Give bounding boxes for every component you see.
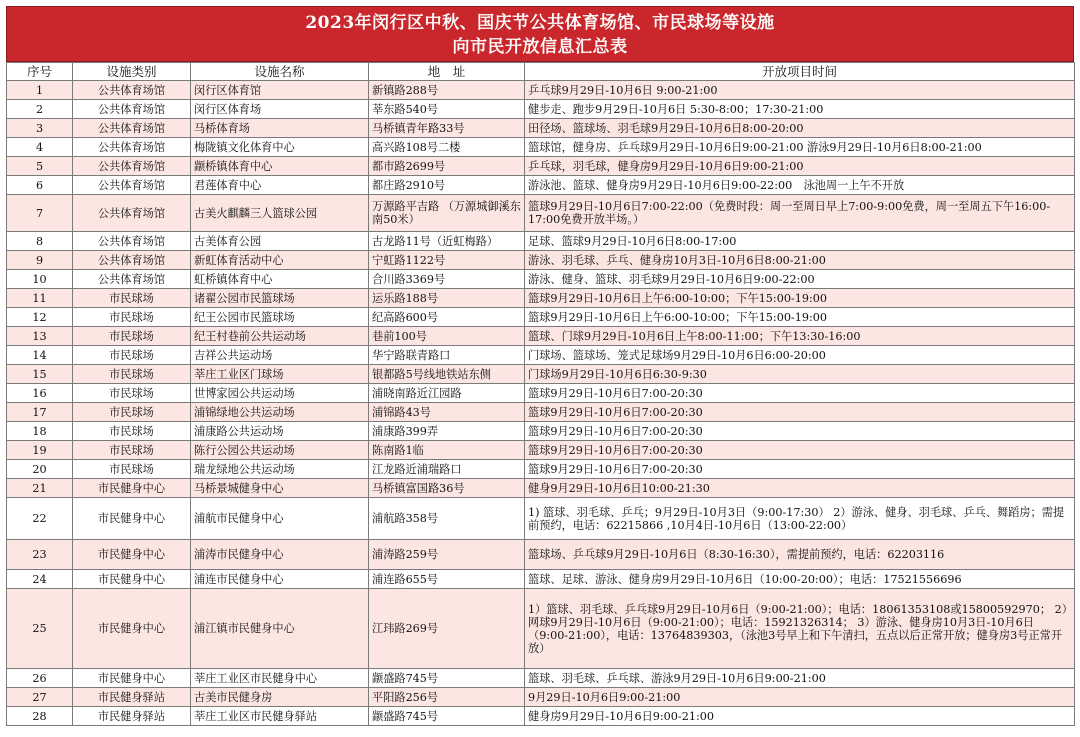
table-row: [7, 540, 1075, 570]
cell-category: 市民球场: [73, 460, 191, 479]
table-row: [7, 138, 1075, 157]
table-row: [7, 251, 1075, 270]
table-row: [7, 365, 1075, 384]
cell-category: 市民球场: [73, 365, 191, 384]
cell-address: 马桥镇富国路36号: [369, 479, 525, 498]
table-row: [7, 289, 1075, 308]
cell-open-time: 游泳池、篮球、健身房9月29日-10月6日9:00-22:00 泳池周一上午不开放: [525, 176, 1075, 195]
cell-open-time: 篮球9月29日-10月6日7:00-20:30: [525, 403, 1075, 422]
cell-address: 颛盛路745号: [369, 669, 525, 688]
cell-category: 市民健身中心: [73, 669, 191, 688]
cell-category: 市民球场: [73, 289, 191, 308]
cell-number: 18: [7, 422, 73, 441]
cell-open-time: 篮球9月29日-10月6日7:00-22:00（免费时段：周一至周日早上7:00-9:00免费，周一至周五下午16:00-17:00免费开放半场。）: [525, 195, 1075, 232]
col-header-address: 地 址: [369, 63, 525, 81]
cell-address: 浦康路399弄: [369, 422, 525, 441]
table-row: [7, 707, 1075, 726]
table-row: [7, 232, 1075, 251]
title-band: [6, 6, 1074, 62]
cell-number: 20: [7, 460, 73, 479]
cell-open-time: 1）篮球、羽毛球、乒乓球9月29日-10月6日（9:00-21:00）；电话：18061353108或15800592970； 2）网球9月29日-10月6日（9:00-21:00）；电话：15921326314； 3）游泳、健身房10月3日-10月6日（9:00-21:00），电话：13764839303，（泳池3号早上和下午清扫，五点以后正常开放；健身房3号正常开放）: [525, 589, 1075, 669]
cell-open-time: 篮球9月29日-10月6日上午6:00-10:00；下午15:00-19:00: [525, 308, 1075, 327]
cell-category: 市民健身中心: [73, 498, 191, 540]
cell-address: 新镇路288号: [369, 81, 525, 100]
cell-open-time: 篮球9月29日-10月6日7:00-20:30: [525, 384, 1075, 403]
cell-address: 合川路3369号: [369, 270, 525, 289]
cell-category: 公共体育场馆: [73, 100, 191, 119]
cell-address: 平阳路256号: [369, 688, 525, 707]
table-row: [7, 81, 1075, 100]
cell-number: 23: [7, 540, 73, 570]
cell-number: 12: [7, 308, 73, 327]
table-row: [7, 688, 1075, 707]
cell-facility-name: 古美体育公园: [191, 232, 369, 251]
table-row: [7, 327, 1075, 346]
cell-number: 15: [7, 365, 73, 384]
cell-open-time: 游泳、羽毛球、乒乓、健身房10月3日-10月6日8:00-21:00: [525, 251, 1075, 270]
cell-facility-name: 浦康路公共运动场: [191, 422, 369, 441]
col-header-open-time: 开放项目时间: [525, 63, 1075, 81]
cell-open-time: 健步走、跑步9月29日-10月6日 5:30-8:00；17:30-21:00: [525, 100, 1075, 119]
table-row: [7, 441, 1075, 460]
table-row: [7, 403, 1075, 422]
cell-address: 华宁路联青路口: [369, 346, 525, 365]
cell-category: 公共体育场馆: [73, 157, 191, 176]
cell-facility-name: 诸翟公园市民篮球场: [191, 289, 369, 308]
cell-open-time: 乒乓球，羽毛球，健身房9月29日-10月6日9:00-21:00: [525, 157, 1075, 176]
cell-facility-name: 浦航市民健身中心: [191, 498, 369, 540]
cell-open-time: 篮球9月29日-10月6日7:00-20:30: [525, 441, 1075, 460]
cell-facility-name: 马桥体育场: [191, 119, 369, 138]
cell-number: 5: [7, 157, 73, 176]
table-row: [7, 589, 1075, 669]
cell-facility-name: 梅陇镇文化体育中心: [191, 138, 369, 157]
cell-facility-name: 闵行区体育馆: [191, 81, 369, 100]
cell-number: 4: [7, 138, 73, 157]
cell-address: 江玮路269号: [369, 589, 525, 669]
cell-address: 浦航路358号: [369, 498, 525, 540]
col-header-category: 设施类别: [73, 63, 191, 81]
cell-address: 颛盛路745号: [369, 707, 525, 726]
cell-open-time: 足球、篮球9月29日-10月6日8:00-17:00: [525, 232, 1075, 251]
cell-facility-name: 世博家园公共运动场: [191, 384, 369, 403]
cell-number: 25: [7, 589, 73, 669]
cell-address: 运乐路188号: [369, 289, 525, 308]
cell-open-time: 篮球、羽毛球、乒乓球、游泳9月29日-10月6日9:00-21:00: [525, 669, 1075, 688]
cell-address: 宁虹路1122号: [369, 251, 525, 270]
cell-facility-name: 新虹体育活动中心: [191, 251, 369, 270]
cell-open-time: 乒乓球9月29日-10月6日 9:00-21:00: [525, 81, 1075, 100]
cell-number: 26: [7, 669, 73, 688]
cell-open-time: 门球场、篮球场、笼式足球场9月29日-10月6日6:00-20:00: [525, 346, 1075, 365]
cell-category: 市民球场: [73, 308, 191, 327]
cell-facility-name: 陈行公园公共运动场: [191, 441, 369, 460]
cell-address: 万源路平吉路 （万源城御溪东南50米）: [369, 195, 525, 232]
cell-open-time: 门球场9月29日-10月6日6:30-9:30: [525, 365, 1075, 384]
cell-facility-name: 浦连市民健身中心: [191, 570, 369, 589]
table-row: [7, 479, 1075, 498]
cell-number: 8: [7, 232, 73, 251]
cell-category: 公共体育场馆: [73, 195, 191, 232]
cell-category: 市民健身中心: [73, 570, 191, 589]
cell-number: 1: [7, 81, 73, 100]
cell-category: 市民健身中心: [73, 479, 191, 498]
cell-open-time: 游泳、健身、篮球、羽毛球9月29日-10月6日9:00-22:00: [525, 270, 1075, 289]
cell-number: 14: [7, 346, 73, 365]
cell-address: 浦连路655号: [369, 570, 525, 589]
cell-open-time: 1) 篮球、羽毛球、乒乓；9月29日-10月3日（9:00-17:30） 2）游泳、健身、羽毛球、乒乓、舞蹈房；需提前预约，电话：62215866 ,10月4日-10月6日（13:00-22:00）: [525, 498, 1075, 540]
table-row: [7, 669, 1075, 688]
cell-category: 市民球场: [73, 422, 191, 441]
table-row: [7, 195, 1075, 232]
cell-number: 7: [7, 195, 73, 232]
cell-facility-name: 莘庄工业区市民健身驿站: [191, 707, 369, 726]
cell-facility-name: 古美火麒麟三人篮球公园: [191, 195, 369, 232]
cell-category: 市民球场: [73, 441, 191, 460]
table-row: [7, 346, 1075, 365]
summary-sheet: [6, 6, 1074, 726]
cell-address: 莘东路540号: [369, 100, 525, 119]
cell-category: 公共体育场馆: [73, 119, 191, 138]
table-row: [7, 498, 1075, 540]
cell-facility-name: 浦江镇市民健身中心: [191, 589, 369, 669]
cell-category: 市民球场: [73, 327, 191, 346]
cell-category: 公共体育场馆: [73, 176, 191, 195]
cell-number: 21: [7, 479, 73, 498]
cell-number: 16: [7, 384, 73, 403]
table-row: [7, 100, 1075, 119]
cell-category: 市民健身中心: [73, 589, 191, 669]
cell-address: 马桥镇青年路33号: [369, 119, 525, 138]
cell-address: 古龙路11号（近虹梅路）: [369, 232, 525, 251]
cell-open-time: 篮球9月29日-10月6日7:00-20:30: [525, 460, 1075, 479]
cell-category: 公共体育场馆: [73, 270, 191, 289]
cell-facility-name: 马桥景城健身中心: [191, 479, 369, 498]
cell-facility-name: 颛桥镇体育中心: [191, 157, 369, 176]
facility-table: [6, 62, 1075, 726]
table-row: [7, 270, 1075, 289]
table-row: [7, 570, 1075, 589]
cell-number: 11: [7, 289, 73, 308]
cell-address: 纪高路600号: [369, 308, 525, 327]
col-header-no: 序号: [7, 63, 73, 81]
cell-facility-name: 闵行区体育场: [191, 100, 369, 119]
cell-category: 市民健身中心: [73, 540, 191, 570]
cell-number: 28: [7, 707, 73, 726]
cell-open-time: 篮球9月29日-10月6日上午6:00-10:00；下午15:00-19:00: [525, 289, 1075, 308]
cell-number: 17: [7, 403, 73, 422]
cell-address: 银都路5号线地铁站东侧: [369, 365, 525, 384]
cell-facility-name: 浦涛市民健身中心: [191, 540, 369, 570]
table-row: [7, 460, 1075, 479]
cell-address: 都庄路2910号: [369, 176, 525, 195]
cell-category: 市民健身驿站: [73, 688, 191, 707]
cell-number: 3: [7, 119, 73, 138]
cell-address: 浦涛路259号: [369, 540, 525, 570]
cell-address: 高兴路108号二楼: [369, 138, 525, 157]
cell-number: 10: [7, 270, 73, 289]
cell-address: 浦锦路43号: [369, 403, 525, 422]
cell-open-time: 田径场、篮球场、羽毛球9月29日-10月6日8:00-20:00: [525, 119, 1075, 138]
cell-facility-name: 纪王公园市民篮球场: [191, 308, 369, 327]
cell-open-time: 篮球场、乒乓球9月29日-10月6日（8:30-16:30），需提前预约，电话：62203116: [525, 540, 1075, 570]
cell-facility-name: 浦锦绿地公共运动场: [191, 403, 369, 422]
table-row: [7, 422, 1075, 441]
cell-category: 市民球场: [73, 384, 191, 403]
table-row: [7, 308, 1075, 327]
cell-number: 9: [7, 251, 73, 270]
table-row: [7, 157, 1075, 176]
cell-facility-name: 纪王村巷前公共运动场: [191, 327, 369, 346]
cell-number: 19: [7, 441, 73, 460]
cell-category: 市民球场: [73, 346, 191, 365]
cell-number: 2: [7, 100, 73, 119]
cell-open-time: 篮球9月29日-10月6日7:00-20:30: [525, 422, 1075, 441]
cell-number: 22: [7, 498, 73, 540]
cell-category: 公共体育场馆: [73, 232, 191, 251]
table-header-row: [7, 63, 1075, 81]
cell-address: 都市路2699号: [369, 157, 525, 176]
table-row: [7, 176, 1075, 195]
col-header-name: 设施名称: [191, 63, 369, 81]
cell-facility-name: 瑞龙绿地公共运动场: [191, 460, 369, 479]
cell-address: 陈南路1临: [369, 441, 525, 460]
cell-open-time: 健身9月29日-10月6日10:00-21:30: [525, 479, 1075, 498]
cell-category: 公共体育场馆: [73, 81, 191, 100]
cell-facility-name: 吉祥公共运动场: [191, 346, 369, 365]
cell-number: 27: [7, 688, 73, 707]
cell-category: 公共体育场馆: [73, 251, 191, 270]
cell-open-time: 篮球、门球9月29日-10月6日上午8:00-11:00；下午13:30-16:00: [525, 327, 1075, 346]
cell-facility-name: 莘庄工业区门球场: [191, 365, 369, 384]
cell-facility-name: 古美市民健身房: [191, 688, 369, 707]
cell-address: 江龙路近浦瑞路口: [369, 460, 525, 479]
table-body: [7, 81, 1075, 726]
table-row: [7, 119, 1075, 138]
cell-open-time: 9月29日-10月6日9:00-21:00: [525, 688, 1075, 707]
cell-facility-name: 君莲体育中心: [191, 176, 369, 195]
cell-number: 24: [7, 570, 73, 589]
cell-facility-name: 莘庄工业区市民健身中心: [191, 669, 369, 688]
cell-facility-name: 虹桥镇体育中心: [191, 270, 369, 289]
cell-category: 市民球场: [73, 403, 191, 422]
cell-address: 浦晓南路近江园路: [369, 384, 525, 403]
cell-address: 巷前100号: [369, 327, 525, 346]
cell-open-time: 篮球馆，健身房、乒乓球9月29日-10月6日9:00-21:00 游泳9月29日-10月6日8:00-21:00: [525, 138, 1075, 157]
cell-open-time: 健身房9月29日-10月6日9:00-21:00: [525, 707, 1075, 726]
table-row: [7, 384, 1075, 403]
cell-category: 公共体育场馆: [73, 138, 191, 157]
title-line-1: 2023年闵行区中秋、国庆节公共体育场馆、市民球场等设施: [305, 13, 775, 33]
title-line-2: 向市民开放信息汇总表: [452, 37, 628, 57]
cell-number: 13: [7, 327, 73, 346]
cell-open-time: 篮球、足球、游泳、健身房9月29日-10月6日（10:00-20:00）；电话：17521556696: [525, 570, 1075, 589]
cell-category: 市民健身驿站: [73, 707, 191, 726]
cell-number: 6: [7, 176, 73, 195]
